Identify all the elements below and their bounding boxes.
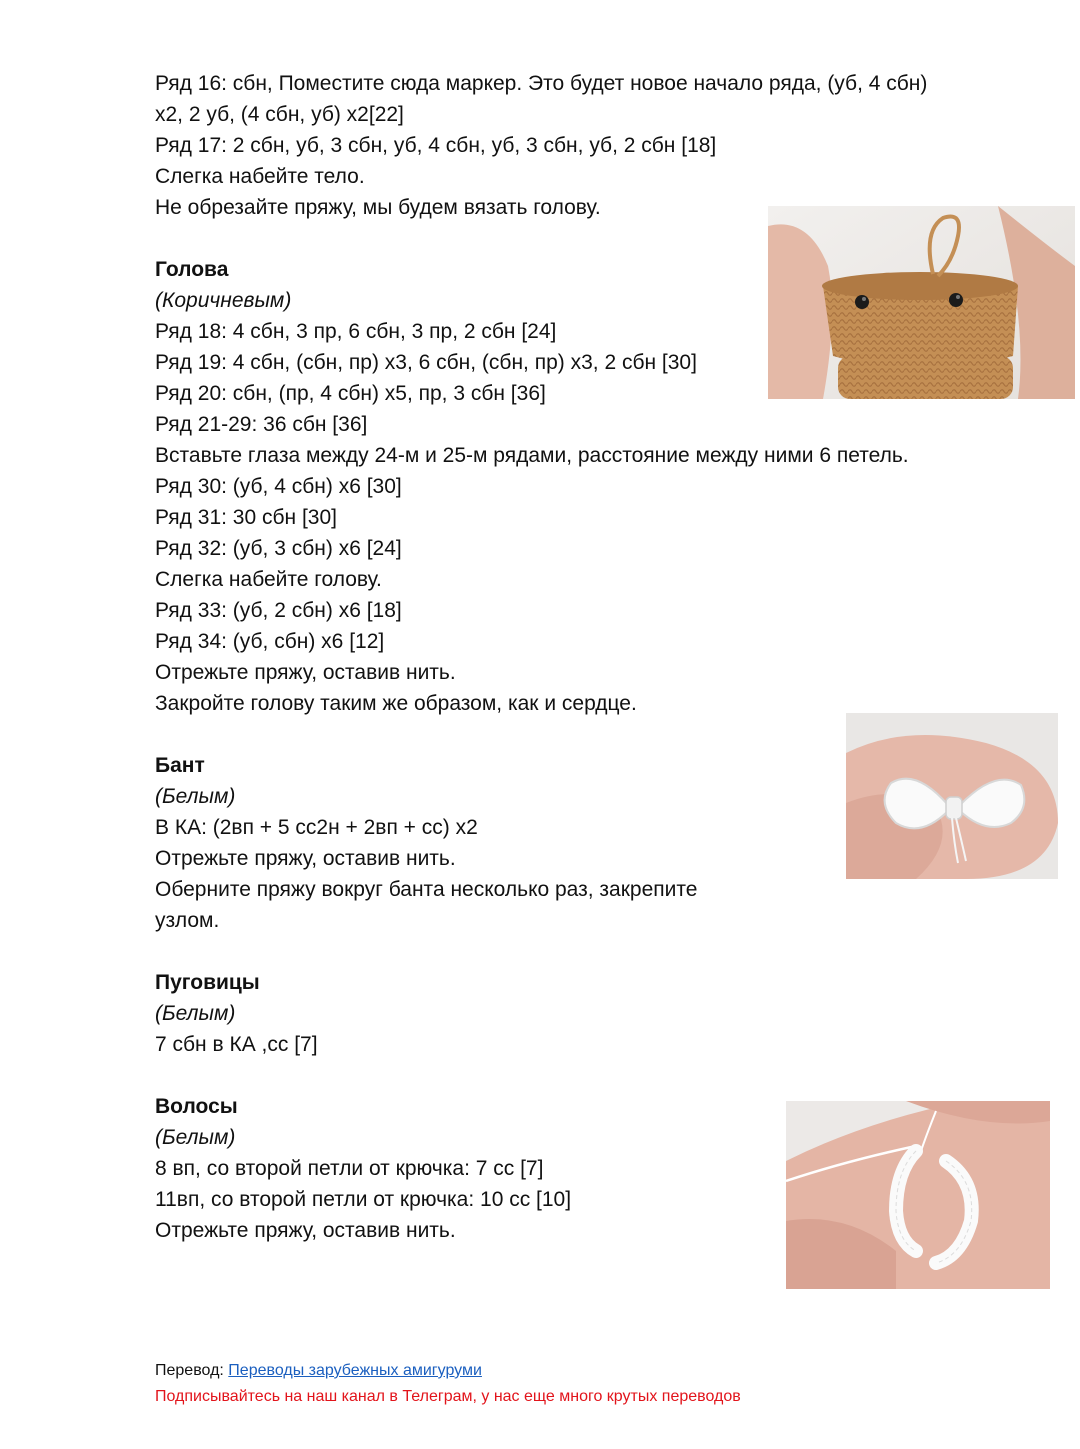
body-line-3: Ряд 17: 2 сбн, уб, 3 сбн, уб, 4 сбн, уб, 3 сбн, уб, 2 сбн [18] xyxy=(155,134,717,157)
translation-label: Перевод: xyxy=(155,1362,229,1379)
body-line-2: x2, 2 уб, (4 сбн, уб) x2[22] xyxy=(155,103,404,126)
head-line-12: Отрежьте пряжу, оставив нить. xyxy=(155,661,456,684)
buttons-section-color: (Белым) xyxy=(155,1002,236,1025)
body-line-4: Слегка набейте тело. xyxy=(155,165,365,188)
head-line-11: Ряд 34: (уб, сбн) x6 [12] xyxy=(155,630,385,653)
spacer xyxy=(155,1060,1025,1091)
body-line-1: Ряд 16: сбн, Поместите сюда маркер. Это будет новое начало ряда, (уб, 4 сбн) xyxy=(155,72,928,95)
head-line-7: Ряд 31: 30 сбн [30] xyxy=(155,506,337,529)
head-line-2: Ряд 19: 4 сбн, (сбн, пр) x3, 6 сбн, (сбн, пр) x3, 2 сбн [30] xyxy=(155,351,697,374)
hair-section-title: Волосы xyxy=(155,1095,238,1118)
bow-photo xyxy=(846,713,1058,879)
head-line-3: Ряд 20: сбн, (пр, 4 сбн) x5, пр, 3 сбн [36] xyxy=(155,382,546,405)
head-line-9: Слегка набейте голову. xyxy=(155,568,382,591)
bow-line-2: Отрежьте пряжу, оставив нить. xyxy=(155,847,456,870)
head-section-color: (Коричневым) xyxy=(155,289,292,312)
bow-section-color: (Белым) xyxy=(155,785,236,808)
head-line-8: Ряд 32: (уб, 3 сбн) x6 [24] xyxy=(155,537,402,560)
head-line-4: Ряд 21-29: 36 сбн [36] xyxy=(155,413,368,436)
head-line-5: Вставьте глаза между 24-м и 25-м рядами, расстояние между ними 6 петель. xyxy=(155,444,909,467)
hair-line-2: 11вп, со второй петли от крючка: 10 сс [10] xyxy=(155,1188,572,1211)
footer xyxy=(155,1358,741,1410)
head-photo xyxy=(768,206,1075,399)
bow-section-title: Бант xyxy=(155,754,205,777)
bow-line-1: В КА: (2вп + 5 сс2н + 2вп + сс) x2 xyxy=(155,816,478,839)
head-line-13: Закройте голову таким же образом, как и сердце. xyxy=(155,692,637,715)
hair-line-3: Отрежьте пряжу, оставив нить. xyxy=(155,1219,456,1242)
bow-line-3: Оберните пряжу вокруг банта несколько раз, закрепите xyxy=(155,878,698,901)
body-line-5: Не обрезайте пряжу, мы будем вязать голову. xyxy=(155,196,601,219)
bow-line-4: узлом. xyxy=(155,909,220,932)
head-section-title: Голова xyxy=(155,258,229,281)
buttons-line-1: 7 сбн в КА ,сс [7] xyxy=(155,1033,318,1056)
hair-photo xyxy=(786,1101,1050,1289)
translation-link[interactable]: Переводы зарубежных амигуруми xyxy=(228,1362,482,1379)
hair-section-color: (Белым) xyxy=(155,1126,236,1149)
spacer xyxy=(155,936,1025,967)
head-line-1: Ряд 18: 4 сбн, 3 пр, 6 сбн, 3 пр, 2 сбн [24] xyxy=(155,320,557,343)
telegram-promo: Подписывайтесь на наш канал в Телеграм, у нас еще много крутых переводов xyxy=(155,1388,741,1405)
buttons-section-title: Пуговицы xyxy=(155,971,260,994)
hair-line-1: 8 вп, со второй петли от крючка: 7 сс [7] xyxy=(155,1157,544,1180)
head-line-6: Ряд 30: (уб, 4 сбн) x6 [30] xyxy=(155,475,402,498)
head-line-10: Ряд 33: (уб, 2 сбн) x6 [18] xyxy=(155,599,402,622)
